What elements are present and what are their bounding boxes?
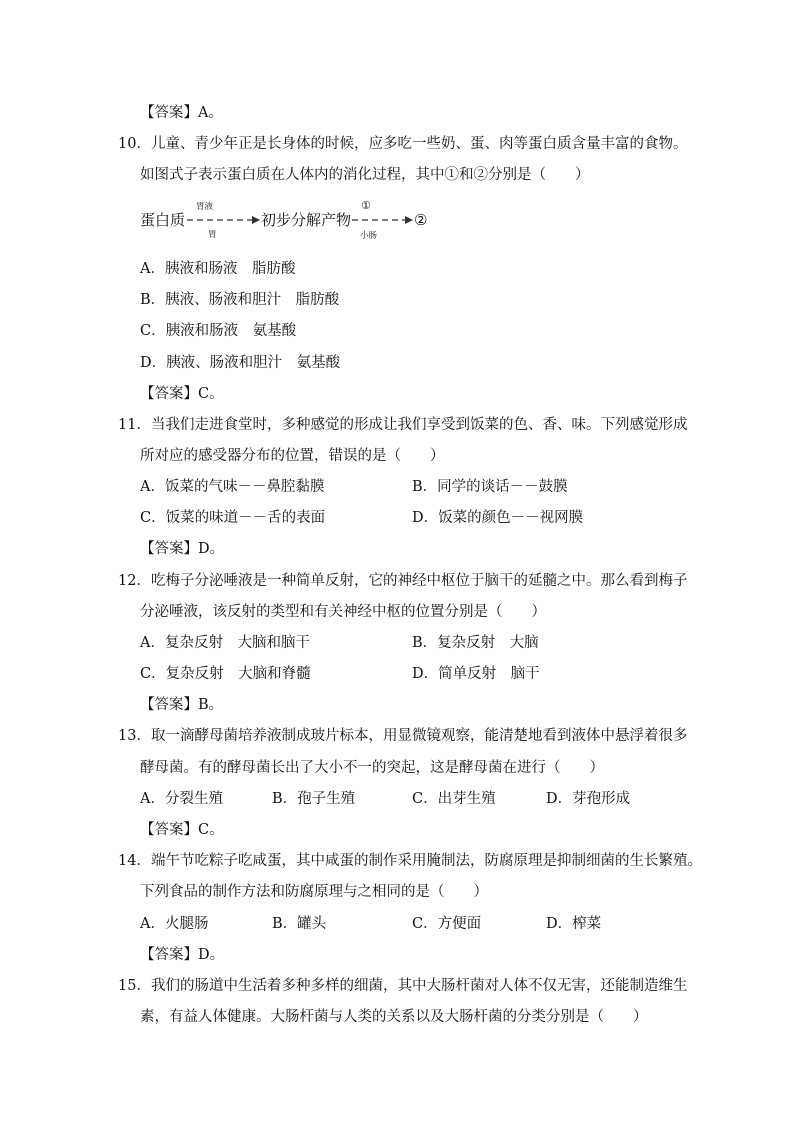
answer-line: 【答案】B。: [140, 697, 224, 713]
question-stem-line: 酵母菌。有的酵母菌长出了大小不一的突起，这是酵母菌在进行（ ）: [140, 760, 604, 776]
answer-line: 【答案】D。: [140, 947, 225, 963]
digestion-diagram: [140, 200, 440, 240]
question-stem-line: 当我们走进食堂时，多种感觉的形成让我们享受到饭菜的色、香、味。下列感觉形成: [150, 417, 688, 433]
diagram-mid: 初步分解产物: [261, 211, 352, 229]
answer-line: 【答案】A。: [140, 105, 223, 121]
option-a: A．分裂生殖: [140, 791, 223, 807]
option-b: B．复杂反射 大脑: [412, 635, 539, 651]
diagram-label-top-2: ①: [361, 199, 371, 212]
question-10: [118, 134, 687, 154]
question-number: 14．: [118, 853, 151, 869]
option-c: C．出芽生殖: [412, 791, 496, 807]
diagram-label-bottom-1: 胃: [208, 230, 217, 240]
diagram-end: ②: [414, 211, 428, 229]
option-a: A．饭菜的气味－－鼻腔黏膜: [140, 479, 325, 495]
option-d: D．饭菜的颜色－－视网膜: [412, 510, 584, 526]
question-stem-line: 下列食品的制作方法和防腐原理与之相同的是（ ）: [140, 884, 488, 900]
question-12: [118, 571, 687, 591]
question-13: [118, 726, 687, 746]
question-number: 10．: [118, 136, 151, 152]
question-stem-line: 端午节吃粽子吃咸蛋，其中咸蛋的制作采用腌制法，防腐原理是抑制细菌的生长繁殖。: [150, 853, 702, 869]
answer-line: 【答案】D。: [140, 541, 225, 557]
question-stem-line: 我们的肠道中生活着多种多样的细菌，其中大肠杆菌对人体不仅无害，还能制造维生: [150, 978, 688, 994]
option-c: C．饭菜的味道－－舌的表面: [140, 510, 326, 526]
question-number: 11．: [118, 417, 151, 433]
question-stem-line: 素，有益人体健康。大肠杆菌与人类的关系以及大肠杆菌的分类分别是（ ）: [140, 1009, 648, 1025]
question-number: 13．: [118, 728, 151, 744]
question-number: 12．: [118, 573, 151, 589]
option-b: B．同学的谈话－－鼓膜: [412, 479, 568, 495]
question-stem-line: 取一滴酵母菌培养液制成玻片标本，用显微镜观察，能清楚地看到液体中悬浮着很多: [150, 728, 688, 744]
answer-line: 【答案】C。: [140, 822, 224, 838]
answer-line: 【答案】C。: [140, 386, 224, 402]
option-d: D．榨菜: [546, 916, 602, 932]
question-number: 15．: [118, 978, 151, 994]
question-stem-line: 吃梅子分泌唾液是一种简单反射，它的神经中枢位于脑干的延髓之中。那么看到梅子: [150, 573, 688, 589]
option-c: C．方便面: [412, 916, 482, 932]
question-14: [118, 851, 702, 871]
option-d: D．简单反射 脑干: [412, 666, 540, 682]
diagram-start: 蛋白质: [140, 211, 186, 229]
question-11: [118, 415, 687, 435]
diagram-label-bottom-2: 小肠: [360, 231, 378, 241]
option-c: C．胰液和肠液 氨基酸: [140, 323, 297, 339]
option-b: B．孢子生殖: [272, 791, 356, 807]
option-a: A．复杂反射 大脑和脑干: [140, 635, 310, 651]
question-stem-line: 所对应的感受器分布的位置，错误的是（ ）: [140, 448, 445, 464]
question-stem-line: 儿童、青少年正是长身体的时候，应多吃一些奶、蛋、肉等蛋白质含量丰富的食物。: [150, 136, 688, 152]
option-d: D．芽孢形成: [546, 791, 631, 807]
option-a: A．火腿肠: [140, 916, 209, 932]
option-c: C．复杂反射 大脑和脊髓: [140, 666, 311, 682]
question-stem-line: 如图式子表示蛋白质在人体内的消化过程，其中①和②分别是（ ）: [140, 167, 590, 183]
question-stem-line: 分泌唾液，该反射的类型和有关神经中枢的位置分别是（ ）: [140, 604, 546, 620]
diagram-label-top-1: 胃液: [196, 202, 214, 212]
question-15: [118, 976, 687, 996]
option-a: A．胰液和肠液 脂肪酸: [140, 261, 296, 277]
option-b: B．罐头: [272, 916, 327, 932]
option-d: D．胰液、肠液和胆汁 氨基酸: [140, 355, 341, 371]
option-b: B．胰液、肠液和胆汁 脂肪酸: [140, 292, 340, 308]
